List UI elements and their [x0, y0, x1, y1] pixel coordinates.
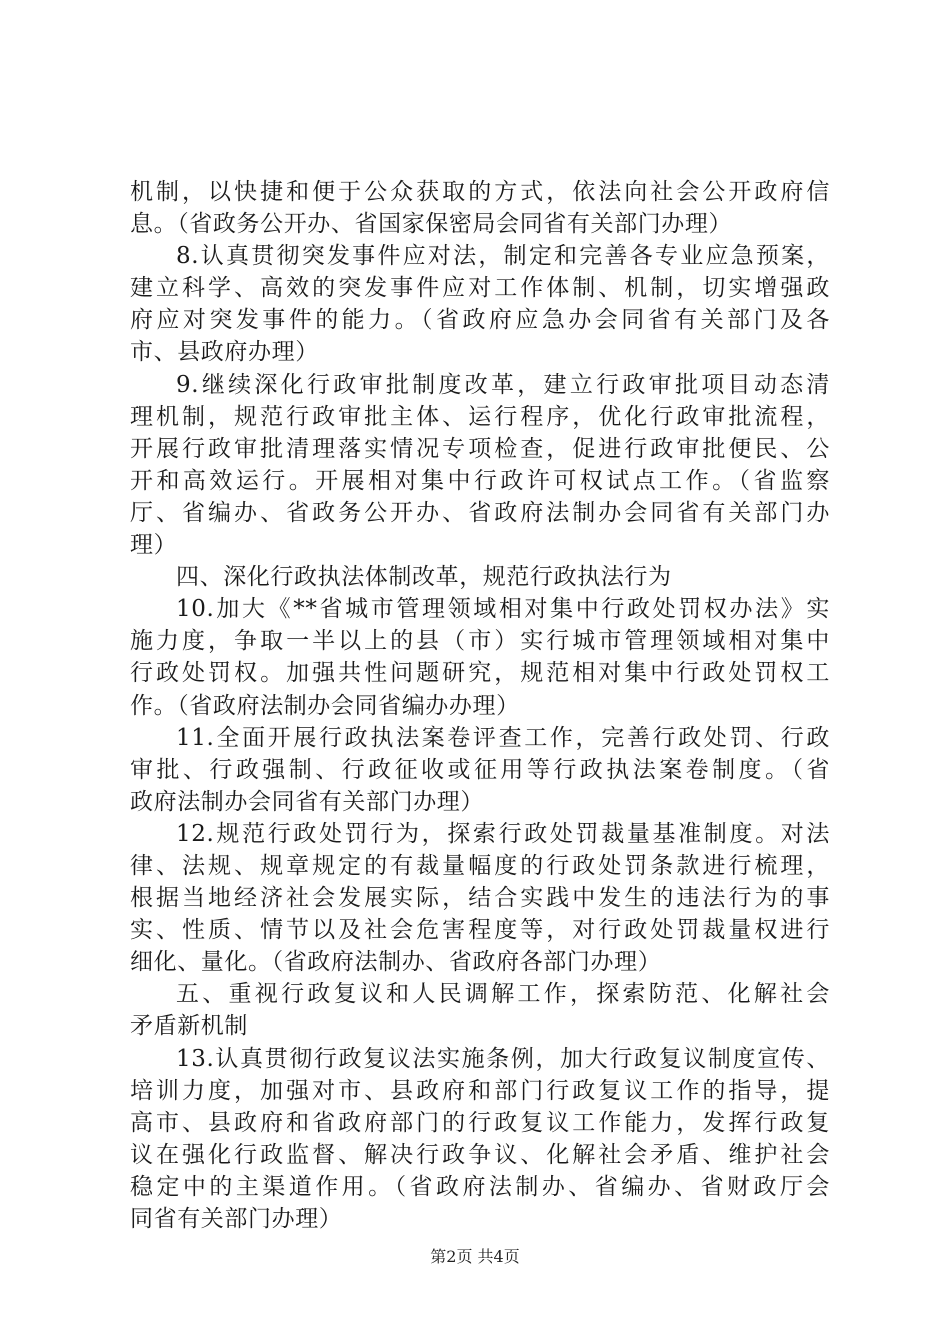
text-line: 政府法制办会同省有关部门办理） — [130, 788, 484, 815]
text-line: 作。（省政府法制办会同省编办办理） — [130, 692, 520, 719]
text-line: 根据当地经济社会发展实际，结合实践中发生的违法行为的事 — [130, 885, 830, 912]
text-line: 高市、县政府和省政府部门的行政复议工作能力，发挥行政复 — [130, 1109, 830, 1136]
text-line: 11.全面开展行政执法案卷评查工作，完善行政处罚、行政 — [176, 724, 830, 751]
text-line: 实、性质、情节以及社会危害程度等，对行政处罚裁量权进行 — [130, 917, 830, 944]
text-line: 10.加大《**省城市管理领域相对集中行政处罚权办法》实 — [176, 596, 830, 623]
text-line: 理机制，规范行政审批主体、运行程序，优化行政审批流程， — [130, 403, 830, 430]
text-line: 审批、行政强制、行政征收或征用等行政执法案卷制度。（省 — [130, 756, 830, 783]
text-line: 施力度，争取一半以上的县（市）实行城市管理领域相对集中 — [130, 628, 830, 655]
text-line: 同省有关部门办理） — [130, 1206, 343, 1232]
text-line: 律、法规、规章规定的有裁量幅度的行政处罚条款进行梳理， — [130, 852, 830, 879]
text-line: 厅、省编办、省政务公开办、省政府法制办会同省有关部门办 — [130, 499, 830, 526]
text-line: 8.认真贯彻突发事件应对法，制定和完善各专业应急预案， — [176, 243, 830, 270]
text-line: 12.规范行政处罚行为，探索行政处罚裁量基准制度。对法 — [176, 820, 830, 847]
text-line: 议在强化行政监督、解决行政争议、化解社会矛盾、维护社会 — [130, 1141, 830, 1168]
text-line: 五、重视行政复议和人民调解工作，探索防范、化解社会 — [176, 981, 830, 1008]
text-line: 开展行政审批清理落实情况专项检查，促进行政审批便民、公 — [130, 435, 830, 462]
text-line: 理） — [130, 532, 178, 559]
document-body — [130, 176, 830, 1235]
text-line: 建立科学、高效的突发事件应对工作体制、机制，切实增强政 — [130, 275, 830, 302]
text-line: 稳定中的主渠道作用。（省政府法制办、省编办、省财政厅会 — [130, 1173, 830, 1200]
text-line: 9.继续深化行政审批制度改革，建立行政审批项目动态清 — [176, 371, 830, 398]
text-line: 息。（省政务公开办、省国家保密局会同省有关部门办理） — [130, 211, 733, 238]
text-line: 13.认真贯彻行政复议法实施条例，加大行政复议制度宣传、 — [176, 1045, 830, 1072]
text-line: 培训力度，加强对市、县政府和部门行政复议工作的指导，提 — [130, 1077, 830, 1104]
text-line: 开和高效运行。开展相对集中行政许可权试点工作。（省监察 — [130, 467, 830, 494]
text-line: 细化、量化。（省政府法制办、省政府各部门办理） — [130, 949, 662, 976]
text-line: 矛盾新机制 — [130, 1013, 248, 1040]
text-line: 机制，以快捷和便于公众获取的方式，依法向社会公开政府信 — [130, 179, 830, 205]
text-line: 四、深化行政执法体制改革，规范行政执法行为 — [176, 564, 672, 591]
text-line: 市、县政府办理） — [130, 339, 319, 366]
page-footer: 第2页 共4页 — [430, 1247, 520, 1266]
text-line: 行政处罚权。加强共性问题研究，规范相对集中行政处罚权工 — [130, 660, 830, 687]
text-line: 府应对突发事件的能力。（省政府应急办会同省有关部门及各 — [130, 307, 830, 334]
